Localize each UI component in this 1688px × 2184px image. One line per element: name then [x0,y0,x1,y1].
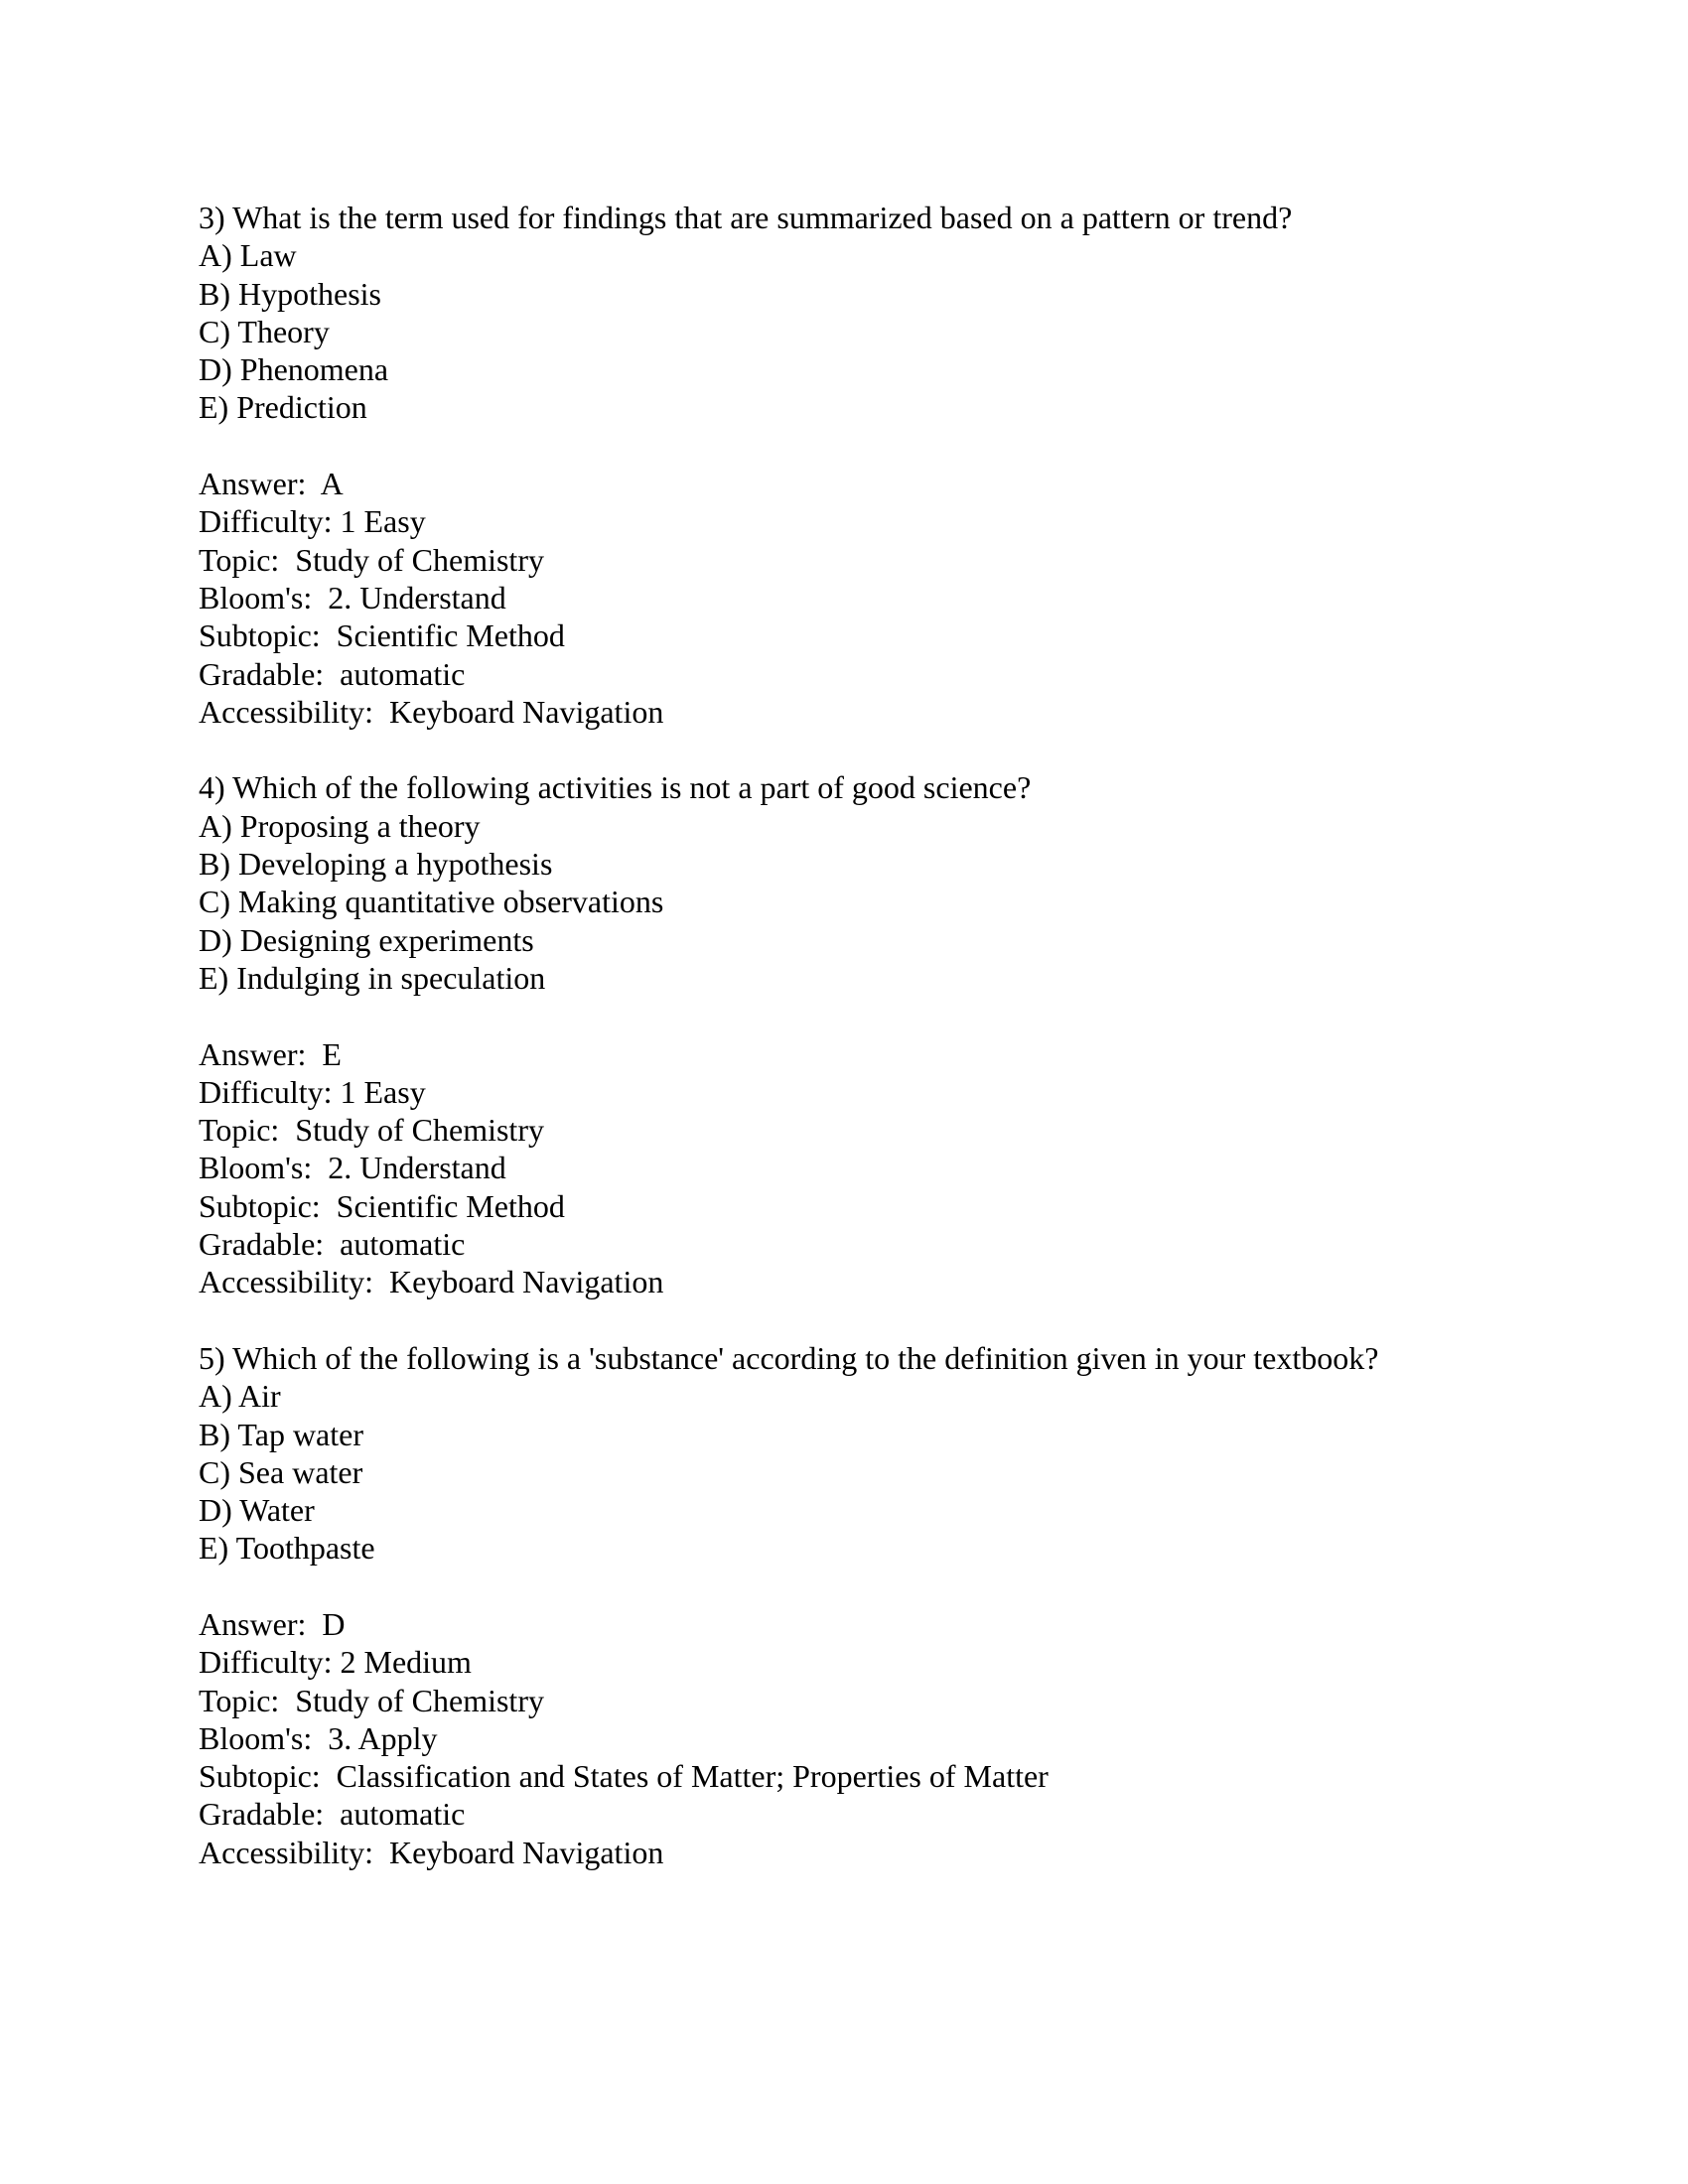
option-a: A) Air [199,1378,281,1415]
accessibility-line: Accessibility: Keyboard Navigation [199,693,664,730]
topic-line: Topic: Study of Chemistry [199,541,544,578]
difficulty-line: Difficulty: 2 Medium [199,1644,472,1681]
question-stem: 4) Which of the following activities is not a part of good science? [199,769,1032,806]
option-b: B) Tap water [199,1416,363,1452]
blooms-line: Bloom's: 3. Apply [199,1719,438,1756]
answer-metadata [199,1035,1489,1301]
option-e: E) Indulging in speculation [199,959,546,996]
option-e: E) Prediction [199,389,367,426]
option-b: B) Hypothesis [199,275,381,312]
option-c: C) Making quantitative observations [199,884,664,920]
question-stem: 5) Which of the following is a 'substance' according to the definition given in your textbook? [199,1339,1379,1376]
option-d: D) Water [199,1492,315,1529]
accessibility-line: Accessibility: Keyboard Navigation [199,1834,664,1870]
option-b: B) Developing a hypothesis [199,846,553,883]
question-5 [199,1339,1489,1871]
subtopic-line: Subtopic: Scientific Method [199,617,565,654]
answer-metadata [199,465,1489,731]
option-a: A) Law [199,237,297,274]
question-4 [199,768,1489,1300]
option-c: C) Sea water [199,1453,363,1490]
option-c: C) Theory [199,313,330,349]
answer-line: Answer: D [199,1605,346,1642]
document-page [199,199,1489,1871]
blooms-line: Bloom's: 2. Understand [199,579,506,615]
option-a: A) Proposing a theory [199,807,481,844]
topic-line: Topic: Study of Chemistry [199,1682,544,1718]
answer-line: Answer: A [199,466,344,502]
gradable-line: Gradable: automatic [199,1226,466,1263]
subtopic-line: Subtopic: Scientific Method [199,1187,565,1224]
difficulty-line: Difficulty: 1 Easy [199,503,426,540]
gradable-line: Gradable: automatic [199,1796,466,1833]
question-stem: 3) What is the term used for findings that are summarized based on a pattern or trend? [199,200,1293,235]
answer-metadata [199,1605,1489,1871]
option-d: D) Designing experiments [199,921,534,958]
gradable-line: Gradable: automatic [199,655,466,692]
difficulty-line: Difficulty: 1 Easy [199,1073,426,1110]
blooms-line: Bloom's: 2. Understand [199,1150,506,1186]
subtopic-line: Subtopic: Classification and States of Matter; Properties of Matter [199,1758,1049,1795]
option-e: E) Toothpaste [199,1530,375,1567]
answer-line: Answer: E [199,1035,342,1072]
topic-line: Topic: Study of Chemistry [199,1112,544,1149]
accessibility-line: Accessibility: Keyboard Navigation [199,1264,664,1300]
option-d: D) Phenomena [199,351,389,388]
question-3 [199,199,1489,731]
